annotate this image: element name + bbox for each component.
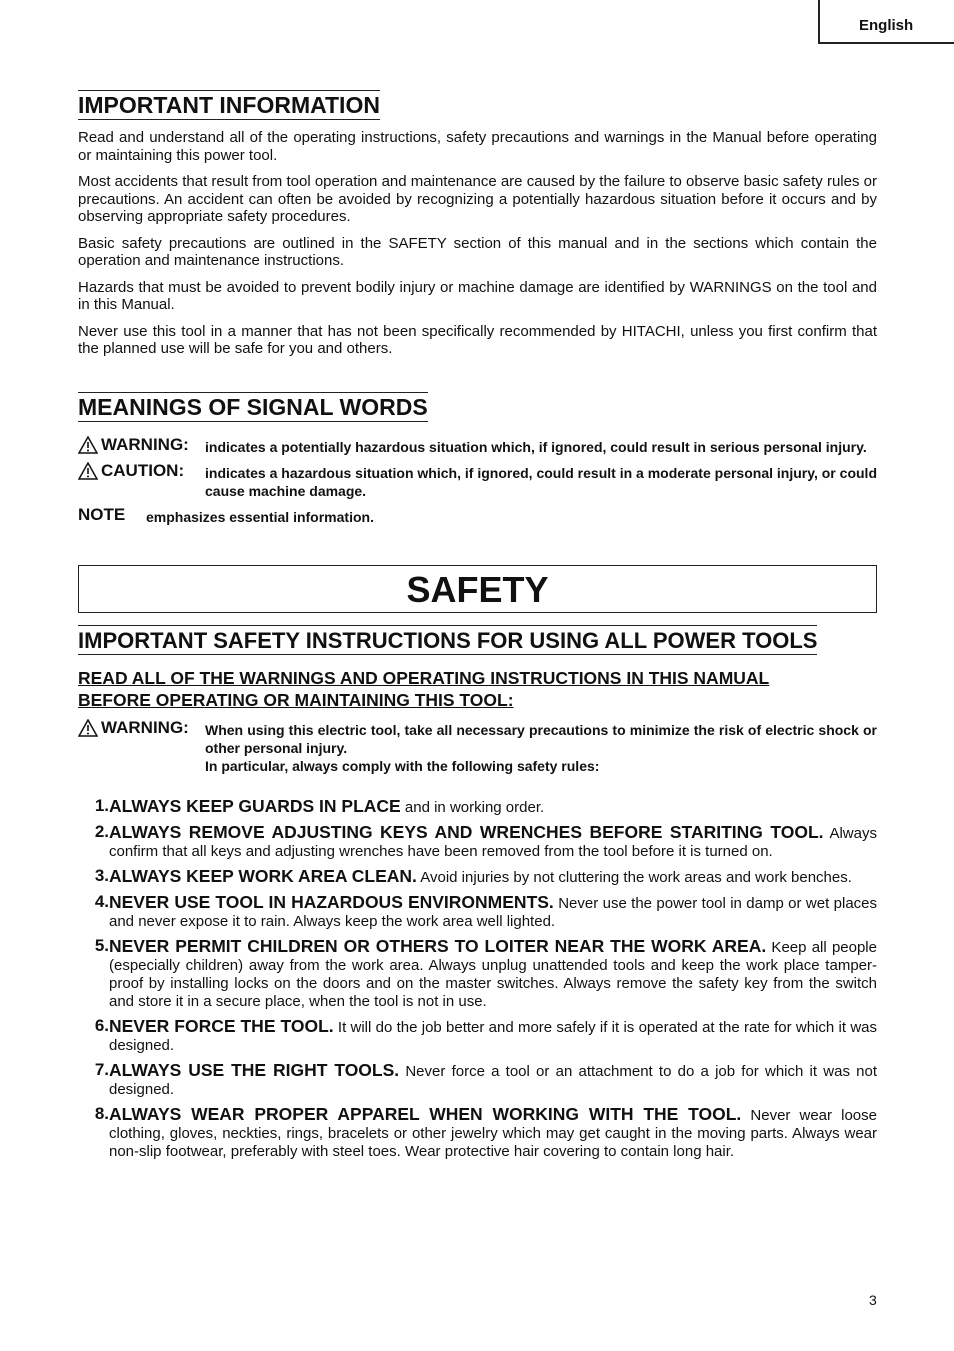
caution-triangle-icon: [78, 462, 98, 480]
language-tab: [818, 0, 954, 44]
rule-text: Never use the power tool in damp or wet places and never expose it to rain. Always keep the work area well lighted.: [109, 894, 877, 930]
rule-title: ALWAYS KEEP GUARDS IN PLACE: [109, 795, 401, 816]
warning-text: indicates a potentially hazardous situation which, if ignored, could result in serious personal injury.: [205, 438, 867, 455]
rule-title: NEVER FORCE THE TOOL.: [109, 1015, 334, 1036]
caution-definition: [78, 462, 877, 500]
read-all-instructions: [78, 667, 877, 711]
info-paragraph: Most accidents that result from tool operation and maintenance are caused by the failure to observe basic safety rules or precautions. An accident can often be avoided by recognizing a potentially hazardous situation before it occurs and by observing appropriate safety procedures.: [78, 173, 877, 225]
rule-number: 2.: [94, 821, 109, 841]
note-definition: [78, 506, 877, 526]
note-label: NOTE: [78, 504, 126, 524]
list-item: [78, 937, 877, 1011]
list-item: [78, 1061, 877, 1099]
rule-number: 5.: [94, 935, 109, 955]
rule-title: ALWAYS REMOVE ADJUSTING KEYS AND WRENCHES BEFORE STARITING TOOL.: [109, 821, 824, 842]
list-item: [78, 867, 877, 887]
important-info-title: IMPORTANT INFORMATION: [78, 92, 380, 118]
info-paragraph: Never use this tool in a manner that has not been specifically recommended by HITACHI, unless you first confirm that the planned use will be safe for you and others.: [78, 322, 877, 357]
caution-label: CAUTION:: [101, 460, 185, 480]
rule-number: 1.: [94, 795, 109, 815]
signal-words-title: MEANINGS OF SIGNAL WORDS: [78, 393, 428, 420]
warning-label: WARNING:: [101, 717, 189, 737]
rule-text: It will do the job better and more safely if it is operated at the rate for which it was designed.: [109, 1018, 877, 1054]
important-info-section: [78, 90, 877, 358]
signal-words-section: [78, 392, 877, 526]
warning-label: WARNING:: [101, 434, 189, 454]
read-all-line: BEFORE OPERATING OR MAINTAINING THIS TOOL:: [78, 689, 514, 710]
info-paragraph: Basic safety precautions are outlined in the SAFETY section of this manual and in the sections which contain the operation and maintenance instructions.: [78, 234, 877, 269]
list-item: [78, 797, 877, 817]
rule-number: 4.: [94, 891, 109, 911]
caution-text: indicates a hazardous situation which, if ignored, could result in a moderate personal injury, or could cause machine damage.: [205, 464, 877, 499]
list-item: [78, 893, 877, 931]
list-item: [78, 1017, 877, 1055]
read-all-line: READ ALL OF THE WARNINGS AND OPERATING INSTRUCTIONS IN THIS NAMUAL: [78, 667, 770, 688]
rule-title: ALWAYS WEAR PROPER APPAREL WHEN WORKING WITH THE TOOL.: [109, 1103, 742, 1124]
safety-subtitle: IMPORTANT SAFETY INSTRUCTIONS FOR USING ALL POWER TOOLS: [78, 625, 817, 655]
rule-text: Never force a tool or an attachment to do a job for which it was not designed.: [109, 1062, 877, 1098]
rule-title: ALWAYS USE THE RIGHT TOOLS.: [109, 1059, 400, 1080]
list-item: [78, 823, 877, 861]
safety-warning-text: When using this electric tool, take all necessary precautions to minimize the risk of electric shock or other personal injury.: [205, 721, 877, 756]
page-number: 3: [869, 1292, 877, 1308]
safety-title: SAFETY: [406, 568, 549, 610]
rule-title: NEVER PERMIT CHILDREN OR OTHERS TO LOITER NEAR THE WORK AREA.: [109, 935, 767, 956]
info-paragraph: Hazards that must be avoided to prevent bodily injury or machine damage are identified by WARNINGS on the tool and in this Manual.: [78, 278, 877, 313]
safety-warning-text: In particular, always comply with the following safety rules:: [205, 757, 600, 774]
page-content: [78, 90, 877, 1167]
rule-text: Never wear loose clothing, gloves, neckties, rings, bracelets or other jewelry which may get caught in the moving parts. Always wear non-slip footwear, preferably with steel toes. Wear protective hair covering to contain long hair.: [109, 1106, 877, 1160]
rule-text: Keep all people (especially children) away from the work area. Always unplug unattended tools and keep the work place tamper-proof by installing locks on the doors and on the master switches. Always remove the safety key from the switch and store it in a secure place, when the tool is not in use.: [109, 938, 877, 1010]
safety-banner: [78, 565, 877, 613]
rule-text: Always confirm that all keys and adjusting wrenches have been removed from the tool before it is turned on.: [109, 824, 877, 860]
warning-triangle-icon: [78, 719, 98, 737]
note-text: emphasizes essential information.: [146, 508, 374, 525]
rule-title: NEVER USE TOOL IN HAZARDOUS ENVIRONMENTS.: [109, 891, 554, 912]
rule-number: 7.: [94, 1059, 109, 1079]
rule-number: 8.: [94, 1103, 109, 1123]
safety-rules-list: [78, 797, 877, 1161]
rule-number: 6.: [94, 1015, 109, 1035]
list-item: [78, 1105, 877, 1161]
warning-definition: [78, 436, 877, 456]
language-label: English: [859, 17, 914, 34]
info-paragraph: Read and understand all of the operating instructions, safety precautions and warnings in the Manual before operating or maintaining this power tool.: [78, 129, 877, 164]
rule-text: and in working order.: [400, 798, 545, 816]
safety-warning: [78, 719, 877, 775]
rule-number: 3.: [94, 865, 109, 885]
rule-title: ALWAYS KEEP WORK AREA CLEAN.: [109, 865, 417, 886]
rule-text: Avoid injuries by not cluttering the work areas and work benches.: [416, 868, 852, 886]
warning-triangle-icon: [78, 436, 98, 454]
